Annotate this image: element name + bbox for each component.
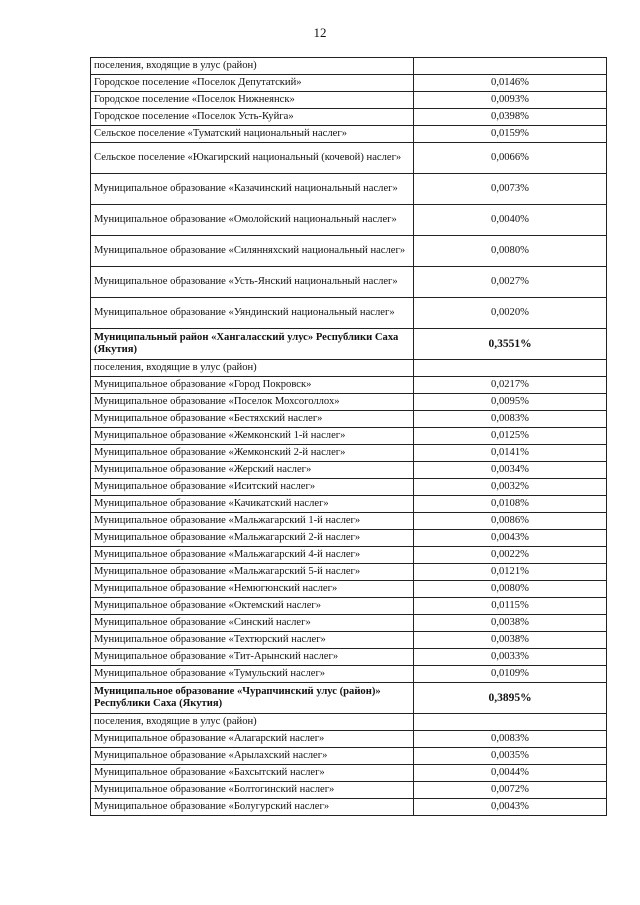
share-value: 0,0034% bbox=[414, 462, 607, 479]
settlement-name: Муниципальное образование «Алагарский наслег» bbox=[91, 731, 414, 748]
settlement-name: поселения, входящие в улус (район) bbox=[91, 360, 414, 377]
share-value: 0,0080% bbox=[414, 581, 607, 598]
settlement-name: Муниципальное образование «Болтогинский наслег» bbox=[91, 782, 414, 799]
share-value: 0,3895% bbox=[414, 683, 607, 714]
settlement-name: поселения, входящие в улус (район) bbox=[91, 714, 414, 731]
share-value: 0,0043% bbox=[414, 530, 607, 547]
settlement-name: Муниципальное образование «Силянняхский национальный наслег» bbox=[91, 236, 414, 267]
settlement-name: Городское поселение «Поселок Депутатский» bbox=[91, 75, 414, 92]
table-row bbox=[91, 92, 607, 109]
district-row bbox=[91, 329, 607, 360]
table-row bbox=[91, 75, 607, 92]
settlement-name: Муниципальное образование «Иситский наслег» bbox=[91, 479, 414, 496]
settlement-name: Городское поселение «Поселок Нижнеянск» bbox=[91, 92, 414, 109]
table-row bbox=[91, 298, 607, 329]
share-value: 0,0044% bbox=[414, 765, 607, 782]
share-value: 0,0073% bbox=[414, 174, 607, 205]
section-label-row bbox=[91, 360, 607, 377]
table-row bbox=[91, 109, 607, 126]
settlement-name: Муниципальное образование «Жерский наслег» bbox=[91, 462, 414, 479]
settlement-name: Муниципальное образование «Омолойский национальный наслег» bbox=[91, 205, 414, 236]
table-row bbox=[91, 377, 607, 394]
share-value: 0,0398% bbox=[414, 109, 607, 126]
allocation-table bbox=[90, 57, 607, 816]
settlement-name: Муниципальное образование «Казачинский национальный наслег» bbox=[91, 174, 414, 205]
table-row bbox=[91, 765, 607, 782]
share-value: 0,0035% bbox=[414, 748, 607, 765]
table-row bbox=[91, 666, 607, 683]
settlement-name: Муниципальное образование «Бестяхский наслег» bbox=[91, 411, 414, 428]
share-value: 0,0083% bbox=[414, 731, 607, 748]
settlement-name: Сельское поселение «Туматский национальный наслег» bbox=[91, 126, 414, 143]
table-row bbox=[91, 394, 607, 411]
table-row bbox=[91, 479, 607, 496]
settlement-name: Городское поселение «Поселок Усть-Куйга» bbox=[91, 109, 414, 126]
settlement-name: Муниципальное образование «Болугурский наслег» bbox=[91, 799, 414, 816]
settlement-name: Муниципальное образование «Качикатский наслег» bbox=[91, 496, 414, 513]
share-value: 0,0108% bbox=[414, 496, 607, 513]
table-row bbox=[91, 126, 607, 143]
share-value: 0,0083% bbox=[414, 411, 607, 428]
share-value: 0,0066% bbox=[414, 143, 607, 174]
table-row bbox=[91, 205, 607, 236]
settlement-name: Муниципальное образование «Жемконский 2-й наслег» bbox=[91, 445, 414, 462]
share-value: 0,3551% bbox=[414, 329, 607, 360]
share-value: 0,0020% bbox=[414, 298, 607, 329]
table-row bbox=[91, 799, 607, 816]
table-row bbox=[91, 143, 607, 174]
share-value: 0,0038% bbox=[414, 615, 607, 632]
share-value: 0,0040% bbox=[414, 205, 607, 236]
settlement-name: Муниципальное образование «Техтюрский наслег» bbox=[91, 632, 414, 649]
share-value bbox=[414, 714, 607, 731]
share-value: 0,0115% bbox=[414, 598, 607, 615]
settlement-name: Муниципальное образование «Тумульский наслег» bbox=[91, 666, 414, 683]
table-row bbox=[91, 428, 607, 445]
table-row bbox=[91, 174, 607, 205]
section-label-row bbox=[91, 58, 607, 75]
table-row bbox=[91, 632, 607, 649]
share-value: 0,0109% bbox=[414, 666, 607, 683]
share-value: 0,0022% bbox=[414, 547, 607, 564]
share-value: 0,0033% bbox=[414, 649, 607, 666]
settlement-name: Муниципальное образование «Арылахский наслег» bbox=[91, 748, 414, 765]
share-value: 0,0121% bbox=[414, 564, 607, 581]
table-row bbox=[91, 513, 607, 530]
table-row bbox=[91, 267, 607, 298]
share-value: 0,0027% bbox=[414, 267, 607, 298]
page-number: 12 bbox=[313, 25, 327, 40]
settlement-name: Муниципальное образование «Уяндинский национальный наслег» bbox=[91, 298, 414, 329]
share-value bbox=[414, 360, 607, 377]
settlement-name: Муниципальное образование «Мальжагарский 5-й наслег» bbox=[91, 564, 414, 581]
share-value: 0,0038% bbox=[414, 632, 607, 649]
table-row bbox=[91, 462, 607, 479]
settlement-name: Муниципальное образование «Чурапчинский улус (район)» Республики Саха (Якутия) bbox=[91, 683, 414, 714]
settlement-name: Муниципальное образование «Тит-Арынский наслег» bbox=[91, 649, 414, 666]
share-value: 0,0141% bbox=[414, 445, 607, 462]
table-row bbox=[91, 445, 607, 462]
district-row bbox=[91, 683, 607, 714]
share-value: 0,0095% bbox=[414, 394, 607, 411]
settlement-name: поселения, входящие в улус (район) bbox=[91, 58, 414, 75]
table-row bbox=[91, 731, 607, 748]
table-row bbox=[91, 411, 607, 428]
share-value: 0,0043% bbox=[414, 799, 607, 816]
table-row bbox=[91, 564, 607, 581]
settlement-name: Муниципальное образование «Поселок Мохсоголлох» bbox=[91, 394, 414, 411]
settlement-name: Муниципальное образование «Мальжагарский 2-й наслег» bbox=[91, 530, 414, 547]
table-row bbox=[91, 236, 607, 267]
share-value: 0,0217% bbox=[414, 377, 607, 394]
table-row bbox=[91, 598, 607, 615]
share-value: 0,0146% bbox=[414, 75, 607, 92]
settlement-name: Муниципальное образование «Усть-Янский национальный наслег» bbox=[91, 267, 414, 298]
table-row bbox=[91, 615, 607, 632]
settlement-name: Муниципальный район «Хангаласский улус» Республики Саха (Якутия) bbox=[91, 329, 414, 360]
section-label-row bbox=[91, 714, 607, 731]
table-row bbox=[91, 530, 607, 547]
table-row bbox=[91, 581, 607, 598]
settlement-name: Муниципальное образование «Синский наслег» bbox=[91, 615, 414, 632]
share-value: 0,0125% bbox=[414, 428, 607, 445]
table-row bbox=[91, 547, 607, 564]
table-row bbox=[91, 649, 607, 666]
settlement-name: Муниципальное образование «Мальжагарский 1-й наслег» bbox=[91, 513, 414, 530]
settlement-name: Муниципальное образование «Немюгюнский наслег» bbox=[91, 581, 414, 598]
settlement-name: Сельское поселение «Юкагирский национальный (кочевой) наслег» bbox=[91, 143, 414, 174]
share-value: 0,0072% bbox=[414, 782, 607, 799]
table-row bbox=[91, 748, 607, 765]
share-value: 0,0093% bbox=[414, 92, 607, 109]
table-row bbox=[91, 782, 607, 799]
settlement-name: Муниципальное образование «Жемконский 1-й наслег» bbox=[91, 428, 414, 445]
settlement-name: Муниципальное образование «Октемский наслег» bbox=[91, 598, 414, 615]
share-value: 0,0032% bbox=[414, 479, 607, 496]
share-value: 0,0080% bbox=[414, 236, 607, 267]
table-row bbox=[91, 496, 607, 513]
settlement-name: Муниципальное образование «Бахсытский наслег» bbox=[91, 765, 414, 782]
share-value: 0,0159% bbox=[414, 126, 607, 143]
settlement-name: Муниципальное образование «Город Покровск» bbox=[91, 377, 414, 394]
share-value bbox=[414, 58, 607, 75]
settlement-name: Муниципальное образование «Мальжагарский 4-й наслег» bbox=[91, 547, 414, 564]
share-value: 0,0086% bbox=[414, 513, 607, 530]
